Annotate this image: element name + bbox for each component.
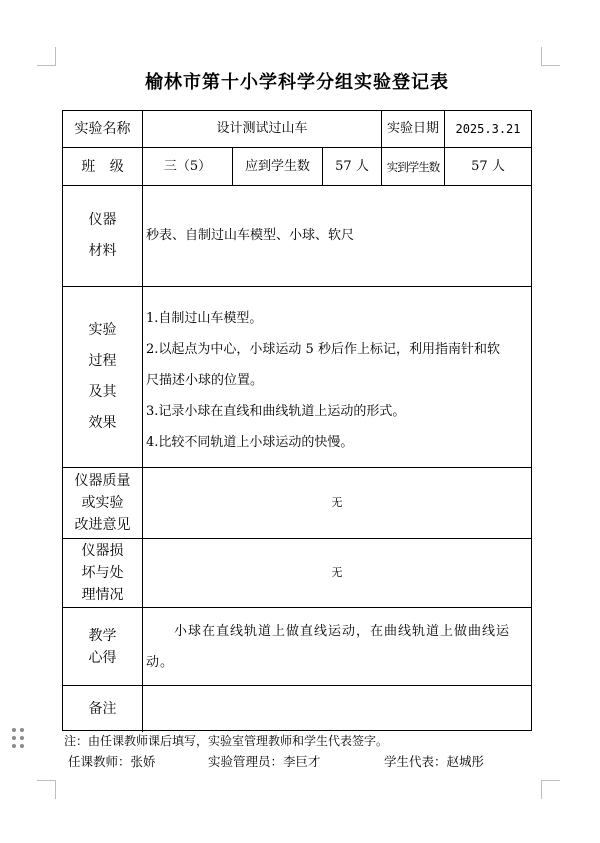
quality-value: 无 (331, 496, 343, 509)
page-corner-mark (37, 47, 56, 66)
page-corner-mark (541, 47, 560, 66)
drag-handle-icon[interactable] (12, 728, 26, 750)
remarks-value (143, 686, 531, 731)
experiment-date-value: 2025.3.21 (455, 122, 521, 136)
expected-students-label: 应到学生数 (244, 158, 310, 174)
experiment-date-label: 实验日期 (386, 121, 439, 136)
manager-signature: 实验管理员：李巨才 (208, 754, 321, 769)
damage-value: 无 (331, 566, 343, 579)
materials-label: 仪器 材料 (88, 212, 117, 259)
process-step: 3.记录小球在直线和曲线轨道上运动的形式。 (146, 404, 406, 419)
actual-students-value: 57 人 (471, 158, 505, 174)
reflection-label: 教学 心得 (88, 627, 117, 666)
remarks-label: 备注 (88, 700, 117, 717)
footer-note: 注：由任课教师课后填写，实验室管理教师和学生代表签字。 (64, 734, 389, 748)
reflection-value: 小球在直线轨道上做直线运动，在曲线轨道上做曲线运动。 (146, 624, 511, 670)
class-value: 三（5） (163, 158, 212, 174)
teacher-signature: 任课教师：张娇 (68, 754, 156, 769)
student-signature: 学生代表：赵城彤 (384, 754, 485, 769)
process-step: 1.自制过山车模型。 (146, 311, 263, 326)
document-title: 榆林市第十小学科学分组实验登记表 (145, 72, 449, 93)
process-label: 实验 过程 及其 效果 (88, 322, 117, 431)
process-steps (146, 303, 526, 458)
record-table (62, 110, 532, 731)
materials-value: 秒表、自制过山车模型、小球、软尺 (146, 228, 355, 243)
damage-label: 仪器损 坏与处 理情况 (81, 543, 124, 603)
process-step: 2.以起点为中心，小球运动 5 秒后作上标记，利用指南针和软 (146, 342, 500, 357)
page-corner-mark (37, 780, 56, 799)
quality-label: 仪器质量 或实验 改进意见 (74, 473, 131, 533)
actual-students-label: 实到学生数 (386, 159, 440, 174)
experiment-name-value: 设计测试过山车 (216, 121, 308, 136)
experiment-name-label: 实验名称 (74, 121, 131, 137)
class-label: 班 级 (81, 158, 124, 175)
page-corner-mark (541, 780, 560, 799)
process-step: 尺描述小球的位置。 (146, 373, 264, 388)
expected-students-value: 57 人 (335, 158, 369, 174)
process-step: 4.比较不同轨道上小球运动的快慢。 (146, 435, 354, 450)
